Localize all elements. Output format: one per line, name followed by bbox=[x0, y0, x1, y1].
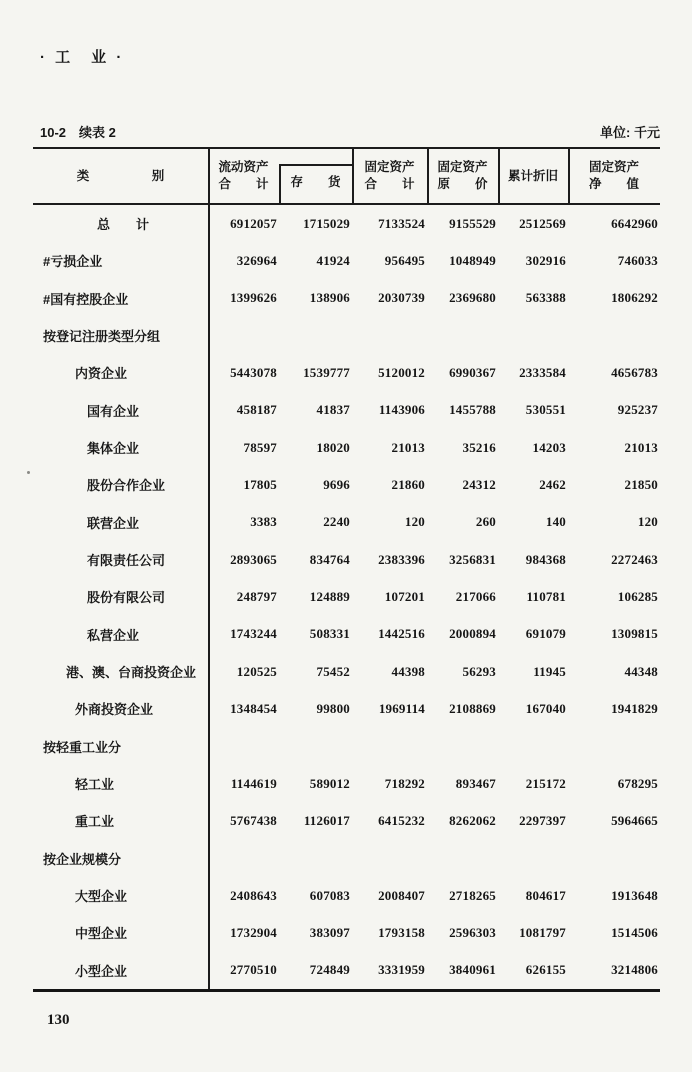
row-value: 2893065 bbox=[230, 551, 277, 567]
row-label: 按企业规模分 bbox=[43, 851, 122, 867]
table-row bbox=[33, 242, 660, 279]
row-label: #亏损企业 bbox=[43, 254, 103, 270]
row-value: 14203 bbox=[532, 439, 566, 455]
row-value: 120 bbox=[404, 514, 425, 530]
row-value: 75452 bbox=[316, 663, 350, 679]
category-column-divider bbox=[208, 149, 210, 989]
row-value: 984368 bbox=[525, 551, 566, 567]
row-value: 140 bbox=[545, 514, 566, 530]
row-value: 18020 bbox=[316, 439, 350, 455]
table-row bbox=[33, 653, 660, 690]
table-row bbox=[33, 914, 660, 951]
row-value: 99800 bbox=[316, 700, 350, 716]
row-value: 5964665 bbox=[611, 812, 658, 828]
row-value: 120525 bbox=[236, 663, 277, 679]
row-value: 3840961 bbox=[449, 962, 496, 978]
table-body bbox=[33, 205, 660, 989]
row-value: 2000894 bbox=[449, 626, 496, 642]
row-value: 24312 bbox=[462, 476, 496, 492]
row-value: 9155529 bbox=[449, 215, 496, 231]
header-current-assets-total bbox=[208, 149, 279, 203]
row-value: 1539777 bbox=[303, 364, 350, 380]
statistics-table bbox=[33, 147, 660, 992]
row-label: 按登记注册类型分组 bbox=[43, 329, 161, 345]
row-value: 1048949 bbox=[449, 252, 496, 268]
row-value: 383097 bbox=[309, 924, 350, 940]
row-value: 458187 bbox=[236, 402, 277, 418]
row-value: 2770510 bbox=[230, 962, 277, 978]
header-line2: 合 计 bbox=[218, 177, 269, 191]
row-value: 6415232 bbox=[378, 812, 425, 828]
row-value: 746033 bbox=[617, 252, 658, 268]
row-value: 2297397 bbox=[519, 812, 566, 828]
row-value: 2240 bbox=[323, 514, 350, 530]
row-value: 56293 bbox=[462, 663, 496, 679]
table-row bbox=[33, 877, 660, 914]
row-label: 股份合作企业 bbox=[87, 478, 166, 494]
row-value: 2408643 bbox=[230, 887, 277, 903]
table-row bbox=[33, 317, 660, 354]
row-label: 港、澳、台商投资企业 bbox=[66, 665, 197, 681]
inventory-subcolumn-top-border bbox=[279, 164, 353, 166]
row-value: 1309815 bbox=[611, 626, 658, 642]
row-value: 11945 bbox=[533, 663, 566, 679]
row-value: 1715029 bbox=[303, 215, 350, 231]
row-value: 1941829 bbox=[611, 700, 658, 716]
row-label: 总 计 bbox=[97, 217, 150, 233]
row-label: 小型企业 bbox=[75, 963, 128, 979]
table-row bbox=[33, 802, 660, 839]
row-value: 1969114 bbox=[378, 700, 425, 716]
table-row bbox=[33, 466, 660, 503]
row-value: 1743244 bbox=[230, 626, 277, 642]
row-value: 260 bbox=[475, 514, 496, 530]
table-row bbox=[33, 690, 660, 727]
column-divider bbox=[352, 149, 354, 203]
row-label: 联营企业 bbox=[87, 515, 140, 531]
row-value: 35216 bbox=[462, 439, 496, 455]
table-row bbox=[33, 616, 660, 653]
table-row bbox=[33, 541, 660, 578]
row-value: 21860 bbox=[391, 476, 425, 492]
header-fixed-assets-net-value bbox=[568, 149, 660, 203]
row-label: 按轻重工业分 bbox=[43, 739, 122, 755]
row-label: 国有企业 bbox=[87, 403, 140, 419]
row-label: 大型企业 bbox=[75, 889, 128, 905]
row-label: 内资企业 bbox=[75, 366, 128, 382]
row-value: 3331959 bbox=[378, 962, 425, 978]
row-value: 21013 bbox=[391, 439, 425, 455]
header-category-text: 类 别 bbox=[76, 168, 165, 183]
row-value: 925237 bbox=[617, 402, 658, 418]
table-row bbox=[33, 728, 660, 765]
row-label: 重工业 bbox=[75, 814, 115, 830]
header-line1: 流动资产 bbox=[218, 160, 269, 174]
row-value: 5120012 bbox=[378, 364, 425, 380]
row-value: 589012 bbox=[309, 775, 350, 791]
row-value: 1399626 bbox=[230, 290, 277, 306]
page-number: 130 bbox=[47, 1012, 70, 1028]
row-value: 78597 bbox=[243, 439, 277, 455]
row-label: 集体企业 bbox=[87, 441, 140, 457]
row-value: 44348 bbox=[624, 663, 658, 679]
table-row bbox=[33, 429, 660, 466]
row-value: 5443078 bbox=[230, 364, 277, 380]
row-value: 167040 bbox=[525, 700, 566, 716]
row-value: 2369680 bbox=[449, 290, 496, 306]
row-value: 6912057 bbox=[230, 215, 277, 231]
header-fixed-assets-total bbox=[352, 149, 427, 203]
row-label: 轻工业 bbox=[75, 777, 115, 793]
row-value: 138906 bbox=[309, 290, 350, 306]
row-value: 1143906 bbox=[378, 402, 425, 418]
section-mark: · 工 业 · bbox=[40, 49, 125, 66]
table-row bbox=[33, 952, 660, 989]
row-value: 6642960 bbox=[611, 215, 658, 231]
row-value: 2596303 bbox=[449, 924, 496, 940]
row-value: 1913648 bbox=[611, 887, 658, 903]
header-line1: 固定资产 bbox=[437, 160, 488, 174]
row-value: 248797 bbox=[236, 588, 277, 604]
table-row bbox=[33, 840, 660, 877]
row-value: 3214806 bbox=[611, 962, 658, 978]
row-value: 217066 bbox=[455, 588, 496, 604]
row-value: 724849 bbox=[309, 962, 350, 978]
row-value: 1793158 bbox=[378, 924, 425, 940]
row-value: 107201 bbox=[384, 588, 425, 604]
header-line1: 存 货 bbox=[290, 175, 341, 189]
table-row bbox=[33, 504, 660, 541]
table-row bbox=[33, 578, 660, 615]
row-value: 1126017 bbox=[303, 812, 350, 828]
table-header bbox=[33, 149, 660, 205]
row-value: 1081797 bbox=[519, 924, 566, 940]
row-value: 691079 bbox=[525, 626, 566, 642]
table-row bbox=[33, 205, 660, 242]
header-line1: 固定资产 bbox=[588, 160, 639, 174]
header-line2: 合 计 bbox=[364, 177, 415, 191]
unit-label: 单位: 千元 bbox=[600, 125, 660, 140]
row-value: 2383396 bbox=[378, 551, 425, 567]
row-value: 1455788 bbox=[449, 402, 496, 418]
row-value: 124889 bbox=[309, 588, 350, 604]
row-value: 718292 bbox=[384, 775, 425, 791]
row-value: 956495 bbox=[384, 252, 425, 268]
row-value: 106285 bbox=[617, 588, 658, 604]
table-number: 10-2 续表 2 bbox=[40, 125, 116, 140]
row-value: 530551 bbox=[525, 402, 566, 418]
row-value: 110781 bbox=[526, 588, 566, 604]
row-value: 2718265 bbox=[449, 887, 496, 903]
row-value: 215172 bbox=[525, 775, 566, 791]
header-line1: 累计折旧 bbox=[507, 168, 558, 183]
row-value: 1732904 bbox=[230, 924, 277, 940]
row-value: 1514506 bbox=[611, 924, 658, 940]
row-value: 834764 bbox=[309, 551, 350, 567]
header-line1: 固定资产 bbox=[364, 160, 415, 174]
table-row bbox=[33, 354, 660, 391]
row-value: 44398 bbox=[391, 663, 425, 679]
row-value: 2333584 bbox=[519, 364, 566, 380]
header-fixed-assets-original-price bbox=[427, 149, 498, 203]
row-value: 4656783 bbox=[611, 364, 658, 380]
row-value: 1144619 bbox=[230, 775, 277, 791]
row-value: 893467 bbox=[455, 775, 496, 791]
row-value: 5767438 bbox=[230, 812, 277, 828]
row-value: 1442516 bbox=[378, 626, 425, 642]
inventory-subcolumn-left-border bbox=[279, 164, 281, 205]
row-value: 17805 bbox=[243, 476, 277, 492]
row-value: 2008407 bbox=[378, 887, 425, 903]
row-value: 8262062 bbox=[449, 812, 496, 828]
row-value: 41924 bbox=[316, 252, 350, 268]
row-value: 2030739 bbox=[378, 290, 425, 306]
row-label: 中型企业 bbox=[75, 926, 128, 942]
row-value: 302916 bbox=[525, 252, 566, 268]
row-value: 804617 bbox=[525, 887, 566, 903]
row-value: 563388 bbox=[525, 290, 566, 306]
table-row bbox=[33, 392, 660, 429]
row-label: 股份有限公司 bbox=[87, 590, 166, 606]
row-value: 2512569 bbox=[519, 215, 566, 231]
row-label: 有限责任公司 bbox=[87, 553, 166, 569]
row-value: 7133524 bbox=[378, 215, 425, 231]
header-line2: 原 价 bbox=[437, 177, 488, 191]
row-value: 2108869 bbox=[449, 700, 496, 716]
row-value: 326964 bbox=[236, 252, 277, 268]
row-value: 1348454 bbox=[230, 700, 277, 716]
column-divider bbox=[568, 149, 570, 203]
scan-speck bbox=[27, 471, 30, 474]
row-value: 120 bbox=[637, 514, 658, 530]
header-inventory bbox=[279, 149, 352, 203]
row-value: 21850 bbox=[624, 476, 658, 492]
row-value: 3256831 bbox=[449, 551, 496, 567]
header-category bbox=[33, 149, 208, 203]
row-value: 41837 bbox=[316, 402, 350, 418]
column-divider bbox=[427, 149, 429, 203]
row-value: 2462 bbox=[539, 476, 566, 492]
row-value: 9696 bbox=[323, 476, 350, 492]
row-label: 私营企业 bbox=[87, 627, 140, 643]
row-value: 3383 bbox=[250, 514, 277, 530]
row-value: 1806292 bbox=[611, 290, 658, 306]
row-value: 2272463 bbox=[611, 551, 658, 567]
header-accumulated-depreciation bbox=[498, 149, 568, 203]
row-value: 6990367 bbox=[449, 364, 496, 380]
column-divider bbox=[498, 149, 500, 203]
row-label: #国有控股企业 bbox=[43, 291, 129, 307]
row-value: 21013 bbox=[624, 439, 658, 455]
table-row bbox=[33, 280, 660, 317]
row-value: 607083 bbox=[309, 887, 350, 903]
row-value: 626155 bbox=[525, 962, 566, 978]
header-line2: 净 值 bbox=[588, 177, 639, 191]
table-row bbox=[33, 765, 660, 802]
row-value: 508331 bbox=[309, 626, 350, 642]
row-label: 外商投资企业 bbox=[75, 702, 154, 718]
row-value: 678295 bbox=[617, 775, 658, 791]
